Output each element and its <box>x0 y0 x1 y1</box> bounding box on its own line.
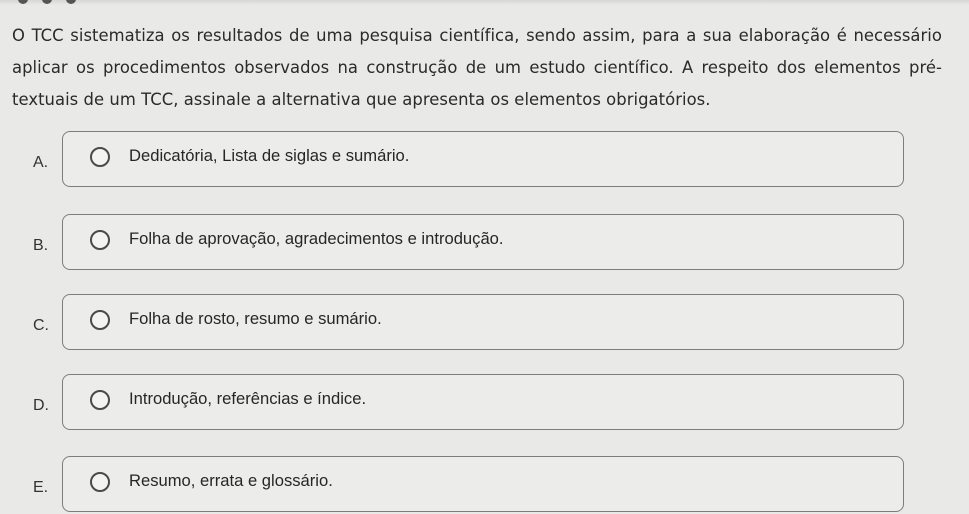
option-letter: A. <box>33 154 49 171</box>
option-label: Dedicatória, Lista de siglas e sumário. <box>129 146 410 165</box>
option-label: Folha de rosto, resumo e sumário. <box>129 309 382 328</box>
option-label: Resumo, errata e glossário. <box>129 471 333 490</box>
option-box[interactable] <box>62 374 904 430</box>
top-edge-strip <box>0 0 969 5</box>
option-d[interactable] <box>0 374 969 432</box>
radio-circle-icon[interactable] <box>90 310 110 330</box>
option-letter: C. <box>33 317 49 334</box>
option-b[interactable] <box>0 214 969 272</box>
option-a[interactable] <box>0 131 969 189</box>
option-label: Introdução, referências e índice. <box>129 389 367 408</box>
dot-icon <box>42 0 52 4</box>
option-letter: D. <box>33 397 49 414</box>
option-letter: E. <box>33 479 49 496</box>
option-box[interactable] <box>62 456 904 512</box>
radio-circle-icon[interactable] <box>90 147 110 167</box>
dot-icon <box>66 0 76 4</box>
option-box[interactable] <box>62 131 904 187</box>
option-label: Folha de aprovação, agradecimentos e introdução. <box>129 229 504 248</box>
option-e[interactable] <box>0 456 969 514</box>
radio-circle-icon[interactable] <box>90 390 110 410</box>
radio-circle-icon[interactable] <box>90 472 110 492</box>
option-box[interactable] <box>62 214 904 270</box>
option-c[interactable] <box>0 294 969 352</box>
progress-dots <box>18 0 76 4</box>
option-letter: B. <box>33 237 49 254</box>
radio-circle-icon[interactable] <box>90 230 110 250</box>
dot-icon <box>18 0 28 4</box>
option-box[interactable] <box>62 294 904 350</box>
question-text: O TCC sistematiza os resultados de uma pesquisa científica, sendo assim, para a sua elaboração é necessário aplicar os procedimentos observados na construção de um estudo científico. A respeito dos elementos pré-textuais de um TCC, assinale a alternativa que apresenta os elementos obrigatórios. <box>12 26 942 109</box>
